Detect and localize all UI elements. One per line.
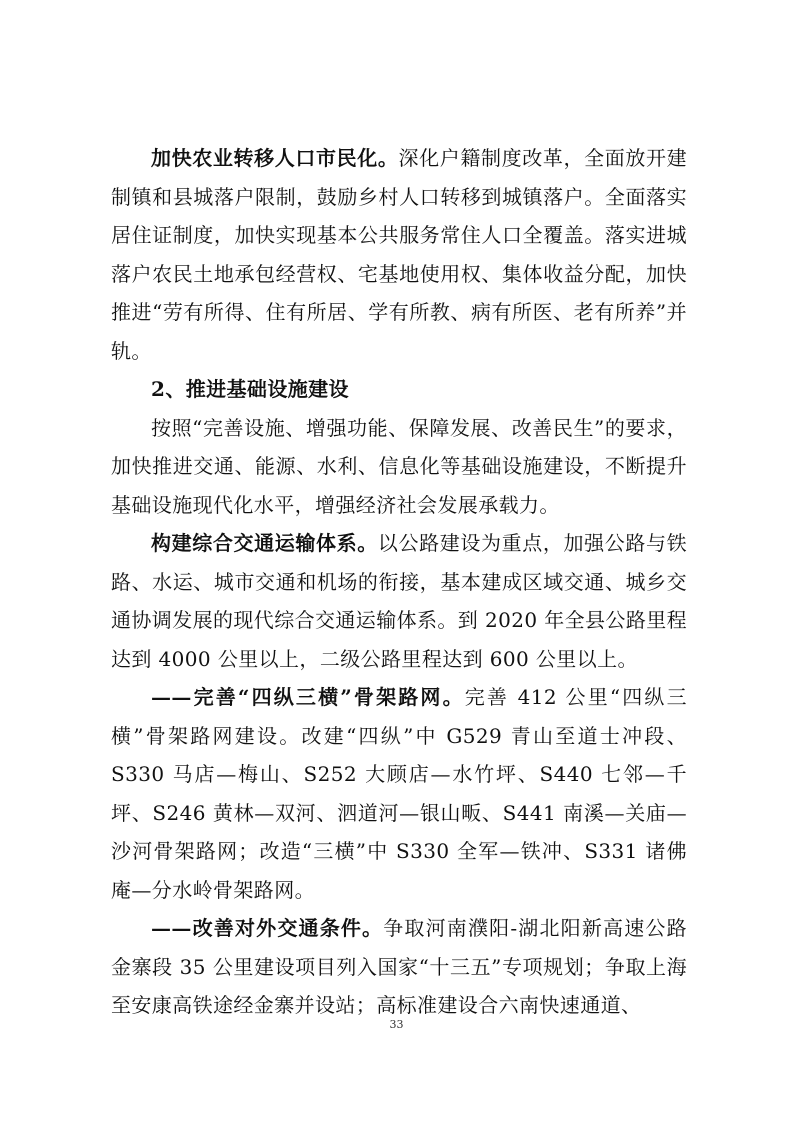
paragraph-text: 按照“完善设施、增强功能、保障发展、改善民生”的要求，加快推进交通、能源、水利、信息化等基础设施建设，不断提升基础设施现代化水平，增强经济社会发展承载力。 — [111, 415, 687, 517]
paragraph-infrastructure-intro — [111, 409, 687, 525]
paragraph-external-transport — [111, 909, 687, 1025]
paragraph-text: 深化户籍制度改革，全面放开建制镇和县城落户限制，鼓励乡村人口转移到城镇落户。全面落实居住证制度，加快实现基本公共服务常住人口全覆盖。落实进城落户农民土地承包经营权、宅基地使用权、集体收益分配，加快推进“劳有所得、住有所居、学有所教、病有所医、老有所养”并轨。 — [111, 146, 687, 363]
paragraph-text: 争取河南濮阳-湖北阳新高速公路金寨段 35 公里建设项目列入国家“十三五”专项规划；争取上海至安康高铁途经金寨并设站；高标准建设合六南快速通道、 — [111, 916, 687, 1017]
paragraph-lead: 构建综合交通运输体系。 — [151, 531, 378, 555]
section-heading: 2、推进基础设施建设 — [151, 377, 349, 401]
page-number: 33 — [389, 1018, 404, 1031]
paragraph-text: 以公路建设为重点，加强公路与铁路、水运、城市交通和机场的衔接，基本建成区域交通、城乡交通协调发展的现代综合交通运输体系。到 2020 年全县公路里程达到 4000 公里以上，二级公路里程达到 600 公里以上。 — [111, 531, 688, 671]
paragraph-lead: 加快农业转移人口市民化。 — [151, 146, 399, 170]
paragraph-lead: ——完善“四纵三横”骨架路网。 — [151, 685, 465, 709]
paragraph-transport-system — [111, 524, 687, 678]
paragraph-lead: ——改善对外交通条件。 — [151, 916, 384, 940]
paragraph-text: 完善 412 公里“四纵三横”骨架路网建设。改建“四纵”中 G529 青山至道士冲段、S330 马店—梅山、S252 大顾店—水竹坪、S440 七邻—千坪、S246 黄林—双河、泗道河—银山畈、S441 南溪—关庙—沙河骨架路网；改造“三横”中 S330 全军—铁冲、S331 诸佛庵—分水岭骨架路网。 — [111, 685, 687, 902]
body-text — [111, 139, 687, 1025]
paragraph-road-network — [111, 678, 687, 909]
paragraph-urbanization — [111, 139, 687, 370]
